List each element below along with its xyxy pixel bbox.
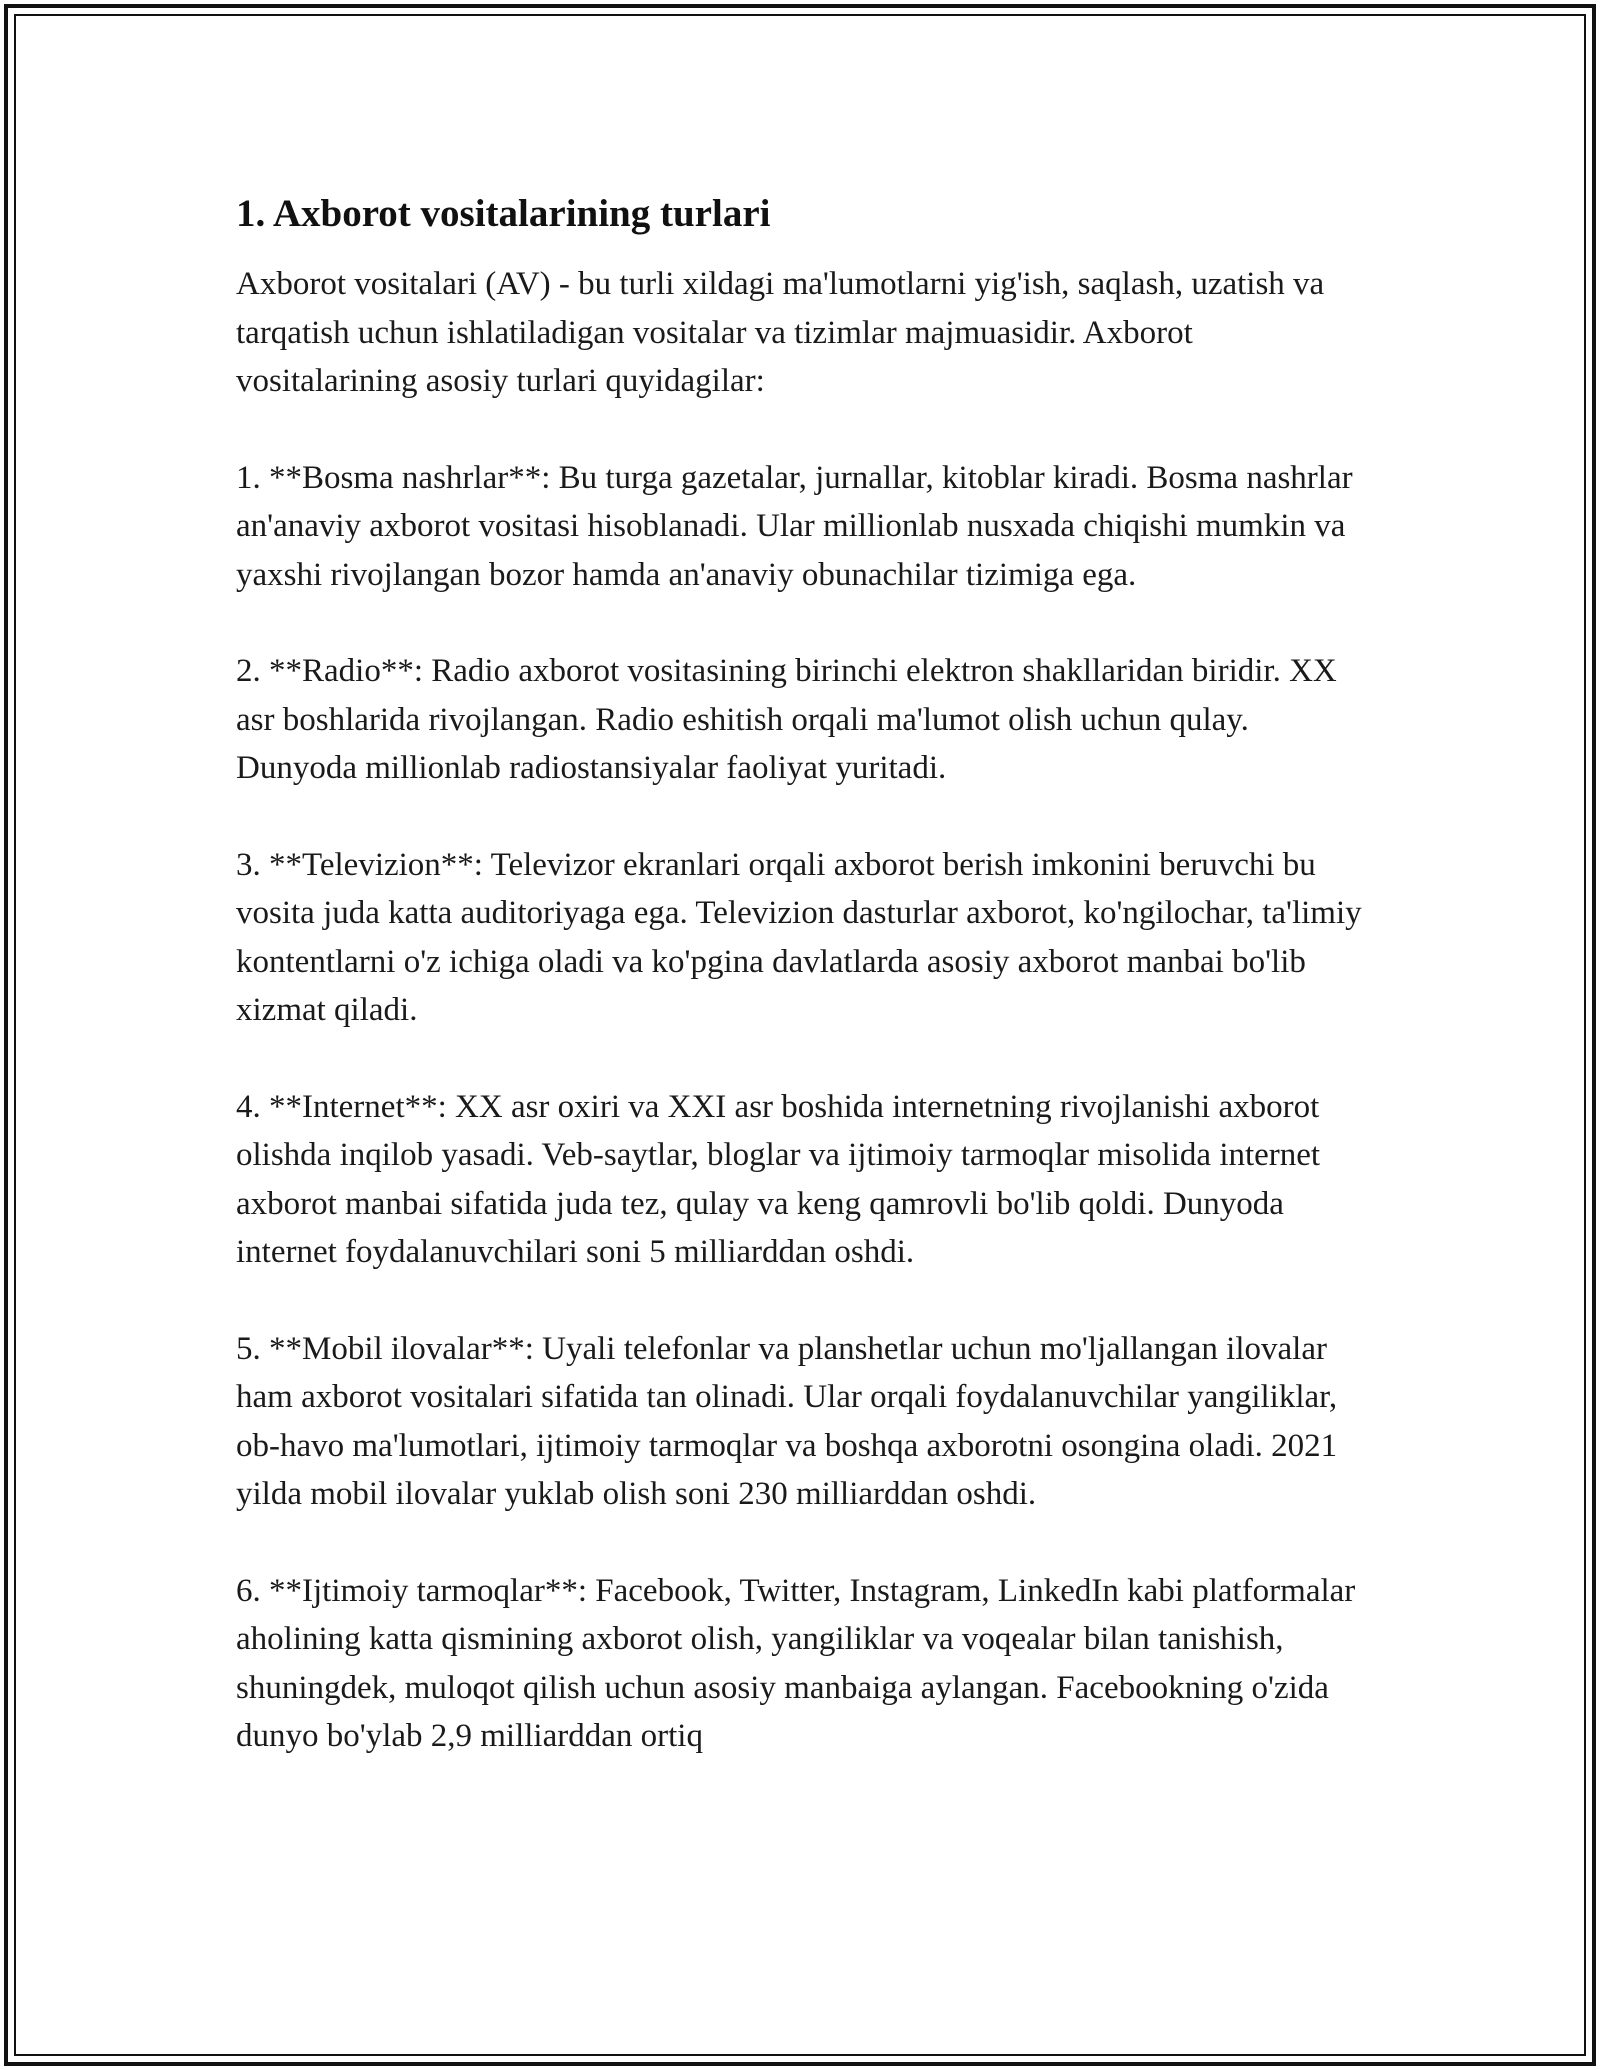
paragraph-mobil-ilovalar: 5. **Mobil ilovalar**: Uyali telefonlar va planshetlar uchun mo'ljallangan ilovalar ham axborot vositalari sifatida tan olinadi. Ular orqali foydalanuvchilar yangiliklar, ob-havo ma'lumotlari, ijtimoiy tarmoqlar va boshqa axborotni osongina oladi. 2021 yilda mobil ilovalar yuklab olish soni 230 milliarddan oshdi. xyxy=(236,1330,1338,1512)
document-body xyxy=(236,190,1366,1809)
paragraph-internet: 4. **Internet**: XX asr oxiri va XXI asr boshida internetning rivojlanishi axborot olishda inqilob yasadi. Veb-saytlar, bloglar va ijtimoiy tarmoqlar misolida internet axborot manbai sifatida juda tez, qulay va keng qamrovli bo'lib qoldi. Dunyoda internet foydalanuvchilari soni 5 milliarddan oshdi. xyxy=(236,1088,1321,1270)
paragraph-bosma-nashrlar: 1. **Bosma nashrlar**: Bu turga gazetalar, jurnallar, kitoblar kiradi. Bosma nashrlar an'anaviy axborot vositasi hisoblanadi. Ular millionlab nusxada chiqishi mumkin va yaxshi rivojlangan bozor hamda an'anaviy obunachilar tizimiga ega. xyxy=(236,459,1353,593)
paragraph-televizion: 3. **Televizion**: Televizor ekranlari orqali axborot berish imkonini beruvchi bu vosita juda katta auditoriyaga ega. Televizion dasturlar axborot, ko'ngilochar, ta'limiy kontentlarni o'z ichiga oladi va ko'pgina davlatlarda asosiy axborot manbai bo'lib xizmat qiladi. xyxy=(236,846,1362,1028)
section-heading: 1. Axborot vositalarining turlari xyxy=(236,192,771,235)
paragraph-radio: 2. **Radio**: Radio axborot vositasining birinchi elektron shakllaridan biridir. XX asr boshlarida rivojlangan. Radio eshitish orqali ma'lumot olish uchun qulay. Dunyoda millionlab radiostansiyalar faoliyat yuritadi. xyxy=(236,653,1337,786)
paragraph-ijtimoiy-tarmoqlar: 6. **Ijtimoiy tarmoqlar**: Facebook, Twitter, Instagram, LinkedIn kabi platformalar aholining katta qismining axborot olish, yangiliklar va voqealar bilan tanishish, shuningdek, muloqot qilish uchun asosiy manbaiga aylangan. Facebookning o'zida dunyo bo'ylab 2,9 milliarddan ortiq xyxy=(236,1572,1356,1754)
intro-paragraph: Axborot vositalari (AV) - bu turli xildagi ma'lumotlarni yig'ish, saqlash, uzatish va tarqatish uchun ishlatiladigan vositalar va tizimlar majmuasidir. Axborot vositalarining asosiy turlari quyidagilar: xyxy=(236,266,1325,399)
